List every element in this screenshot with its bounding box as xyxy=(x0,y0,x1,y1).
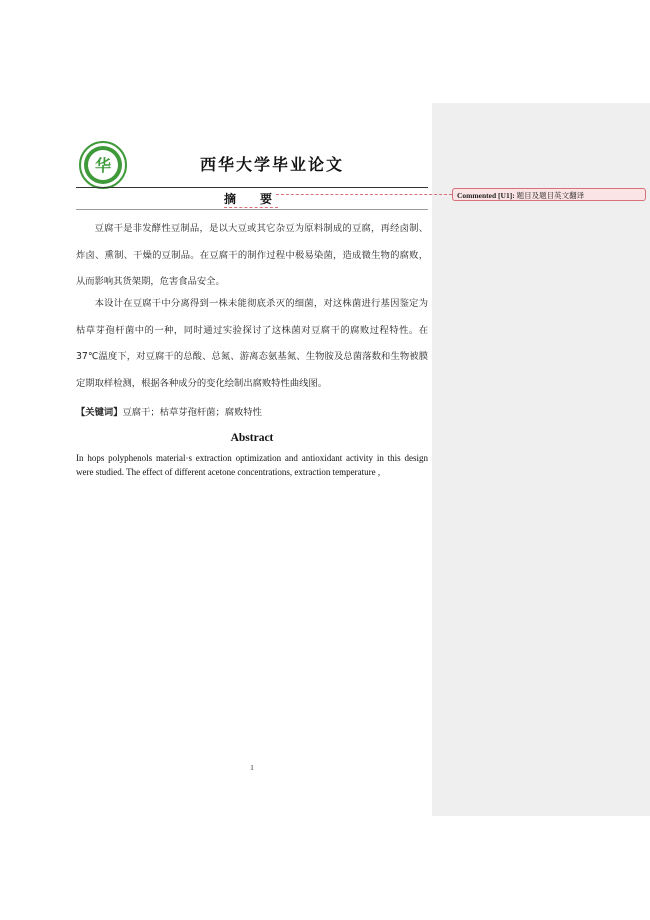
abstract-paragraph-1: 豆腐干是非发酵性豆制品，是以大豆或其它杂豆为原料制成的豆腐，再经卤制、炸卤、熏制、干燥的豆制品。在豆腐干的制作过程中极易染菌，造成微生物的腐败，从而影响其货架期，危害食品安全。 xyxy=(76,223,428,287)
comment-label: Commented [U1]: xyxy=(457,191,515,200)
keywords-value: 豆腐干；枯草芽孢杆菌；腐败特性 xyxy=(122,407,262,418)
university-logo xyxy=(79,141,127,189)
comment-connector-line xyxy=(276,194,452,195)
english-abstract-body: In hops polyphenols material·s extraction optimization and antioxidant activity in this design were studied. The effect of different acetone concentrations, extraction temperature , xyxy=(76,453,428,477)
logo-text: 华 xyxy=(94,156,112,175)
heading-underline xyxy=(76,209,428,210)
comment-balloon[interactable] xyxy=(452,188,646,201)
header-rule xyxy=(76,187,428,188)
keywords-label: 【关键词】 xyxy=(76,407,123,418)
page-number: 1 xyxy=(250,763,254,772)
abstract-paragraph-2: 本设计在豆腐干中分离得到一株未能彻底杀灭的细菌，对这株菌进行基因鉴定为枯草芽孢杆菌中的一种，同时通过实验探讨了这株菌对豆腐干的腐败过程特性。在 37℃温度下，对豆腐干的总酸、总氮、游离态氨基氮、生物胺及总菌落数和生物被膜定期取样检测，根据各种成分的变化绘制出腐败特性曲线图。 xyxy=(76,298,428,389)
university-title: 西华大学毕业论文 xyxy=(200,155,345,174)
english-abstract-heading: Abstract xyxy=(230,432,274,444)
comment-text: 题目及题目英文翻译 xyxy=(516,191,585,200)
abstract-heading-char2: 要 xyxy=(260,192,273,206)
comments-margin-pane xyxy=(432,103,650,816)
abstract-heading-char1: 摘 xyxy=(224,192,237,206)
keywords-line xyxy=(76,401,428,425)
abstract-heading[interactable] xyxy=(224,192,278,208)
